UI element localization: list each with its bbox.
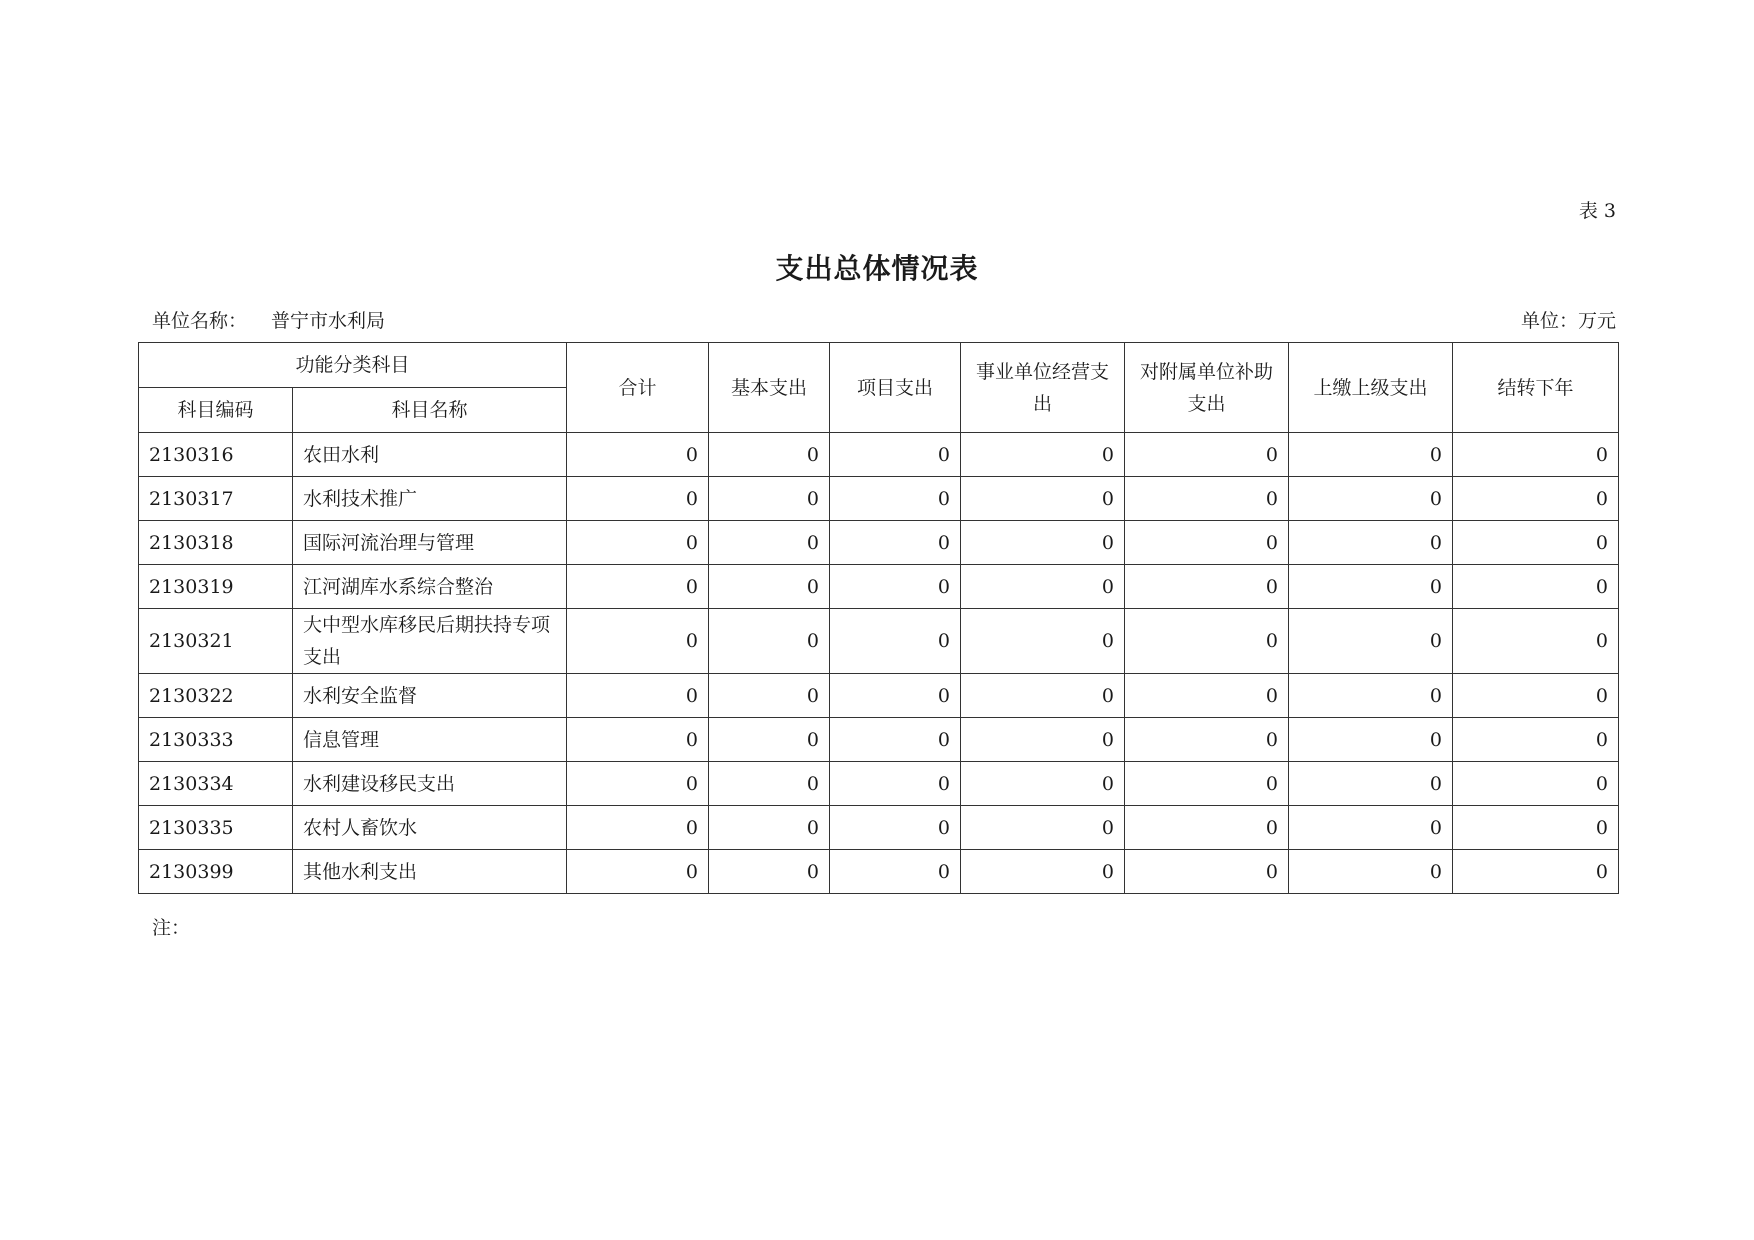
table-row xyxy=(139,718,1619,762)
subsidy-value: 0 xyxy=(1125,477,1289,521)
upper-value: 0 xyxy=(1289,521,1453,565)
subject-name: 水利建设移民支出 xyxy=(293,762,567,806)
subject-name: 农田水利 xyxy=(293,433,567,477)
header-upper-level-expenditure: 上缴上级支出 xyxy=(1289,343,1453,433)
unit-name: 普宁市水利局 xyxy=(271,310,386,332)
total-value: 0 xyxy=(567,674,709,718)
business-value: 0 xyxy=(961,477,1125,521)
upper-value: 0 xyxy=(1289,609,1453,674)
table-row xyxy=(139,609,1619,674)
subject-code: 2130399 xyxy=(139,850,293,894)
subject-code: 2130335 xyxy=(139,806,293,850)
subject-name: 信息管理 xyxy=(293,718,567,762)
header-subsidy-expenditure: 对附属单位补助支出 xyxy=(1125,343,1289,433)
total-value: 0 xyxy=(567,521,709,565)
subject-code: 2130322 xyxy=(139,674,293,718)
basic-value: 0 xyxy=(709,565,830,609)
carry-value: 0 xyxy=(1453,674,1619,718)
upper-value: 0 xyxy=(1289,762,1453,806)
subject-name: 水利技术推广 xyxy=(293,477,567,521)
total-value: 0 xyxy=(567,806,709,850)
business-value: 0 xyxy=(961,674,1125,718)
table-row xyxy=(139,565,1619,609)
subsidy-value: 0 xyxy=(1125,718,1289,762)
business-value: 0 xyxy=(961,850,1125,894)
basic-value: 0 xyxy=(709,521,830,565)
carry-value: 0 xyxy=(1453,521,1619,565)
subject-code: 2130334 xyxy=(139,762,293,806)
table-number: 表 3 xyxy=(1578,200,1616,222)
subsidy-value: 0 xyxy=(1125,433,1289,477)
business-value: 0 xyxy=(961,762,1125,806)
subject-code: 2130318 xyxy=(139,521,293,565)
total-value: 0 xyxy=(567,762,709,806)
subsidy-value: 0 xyxy=(1125,609,1289,674)
table-row xyxy=(139,806,1619,850)
upper-value: 0 xyxy=(1289,806,1453,850)
upper-value: 0 xyxy=(1289,850,1453,894)
table-row xyxy=(139,674,1619,718)
subsidy-value: 0 xyxy=(1125,674,1289,718)
upper-value: 0 xyxy=(1289,477,1453,521)
total-value: 0 xyxy=(567,718,709,762)
unit-info xyxy=(152,306,385,333)
table-row xyxy=(139,521,1619,565)
business-value: 0 xyxy=(961,718,1125,762)
business-value: 0 xyxy=(961,609,1125,674)
basic-value: 0 xyxy=(709,850,830,894)
subsidy-value: 0 xyxy=(1125,521,1289,565)
subsidy-value: 0 xyxy=(1125,806,1289,850)
expenditure-table xyxy=(138,342,1619,894)
carry-value: 0 xyxy=(1453,433,1619,477)
header-business-expenditure: 事业单位经营支出 xyxy=(961,343,1125,433)
header-carry-over: 结转下年 xyxy=(1453,343,1619,433)
total-value: 0 xyxy=(567,850,709,894)
project-value: 0 xyxy=(830,850,961,894)
subject-name: 水利安全监督 xyxy=(293,674,567,718)
subject-code: 2130316 xyxy=(139,433,293,477)
upper-value: 0 xyxy=(1289,433,1453,477)
basic-value: 0 xyxy=(709,762,830,806)
carry-value: 0 xyxy=(1453,609,1619,674)
upper-value: 0 xyxy=(1289,565,1453,609)
subject-name: 其他水利支出 xyxy=(293,850,567,894)
basic-value: 0 xyxy=(709,674,830,718)
carry-value: 0 xyxy=(1453,762,1619,806)
upper-value: 0 xyxy=(1289,674,1453,718)
currency-label: 单位：万元 xyxy=(1520,310,1616,332)
basic-value: 0 xyxy=(709,806,830,850)
business-value: 0 xyxy=(961,433,1125,477)
project-value: 0 xyxy=(830,477,961,521)
header-function-classification: 功能分类科目 xyxy=(139,343,567,388)
upper-value: 0 xyxy=(1289,718,1453,762)
table-row xyxy=(139,850,1619,894)
project-value: 0 xyxy=(830,565,961,609)
basic-value: 0 xyxy=(709,433,830,477)
subject-name: 大中型水库移民后期扶持专项支出 xyxy=(293,609,567,674)
project-value: 0 xyxy=(830,806,961,850)
basic-value: 0 xyxy=(709,477,830,521)
subject-name: 农村人畜饮水 xyxy=(293,806,567,850)
total-value: 0 xyxy=(567,565,709,609)
basic-value: 0 xyxy=(709,609,830,674)
business-value: 0 xyxy=(961,565,1125,609)
subsidy-value: 0 xyxy=(1125,762,1289,806)
basic-value: 0 xyxy=(709,718,830,762)
total-value: 0 xyxy=(567,609,709,674)
subject-code: 2130319 xyxy=(139,565,293,609)
total-value: 0 xyxy=(567,433,709,477)
table-row xyxy=(139,477,1619,521)
carry-value: 0 xyxy=(1453,477,1619,521)
table-row xyxy=(139,433,1619,477)
subject-name: 国际河流治理与管理 xyxy=(293,521,567,565)
subject-code: 2130333 xyxy=(139,718,293,762)
subject-code: 2130321 xyxy=(139,609,293,674)
subject-name: 江河湖库水系综合整治 xyxy=(293,565,567,609)
table-note: 注： xyxy=(152,917,191,939)
carry-value: 0 xyxy=(1453,850,1619,894)
header-basic-expenditure: 基本支出 xyxy=(709,343,830,433)
header-total: 合计 xyxy=(567,343,709,433)
table-row xyxy=(139,762,1619,806)
business-value: 0 xyxy=(961,806,1125,850)
header-subject-name: 科目名称 xyxy=(293,388,567,433)
subsidy-value: 0 xyxy=(1125,565,1289,609)
page-title: 支出总体情况表 xyxy=(775,252,979,285)
project-value: 0 xyxy=(830,674,961,718)
header-subject-code: 科目编码 xyxy=(139,388,293,433)
meta-row xyxy=(152,306,1616,334)
project-value: 0 xyxy=(830,521,961,565)
total-value: 0 xyxy=(567,477,709,521)
unit-label: 单位名称： xyxy=(152,310,248,332)
business-value: 0 xyxy=(961,521,1125,565)
subject-code: 2130317 xyxy=(139,477,293,521)
header-project-expenditure: 项目支出 xyxy=(830,343,961,433)
subsidy-value: 0 xyxy=(1125,850,1289,894)
carry-value: 0 xyxy=(1453,806,1619,850)
project-value: 0 xyxy=(830,718,961,762)
carry-value: 0 xyxy=(1453,718,1619,762)
carry-value: 0 xyxy=(1453,565,1619,609)
project-value: 0 xyxy=(830,762,961,806)
project-value: 0 xyxy=(830,609,961,674)
project-value: 0 xyxy=(830,433,961,477)
